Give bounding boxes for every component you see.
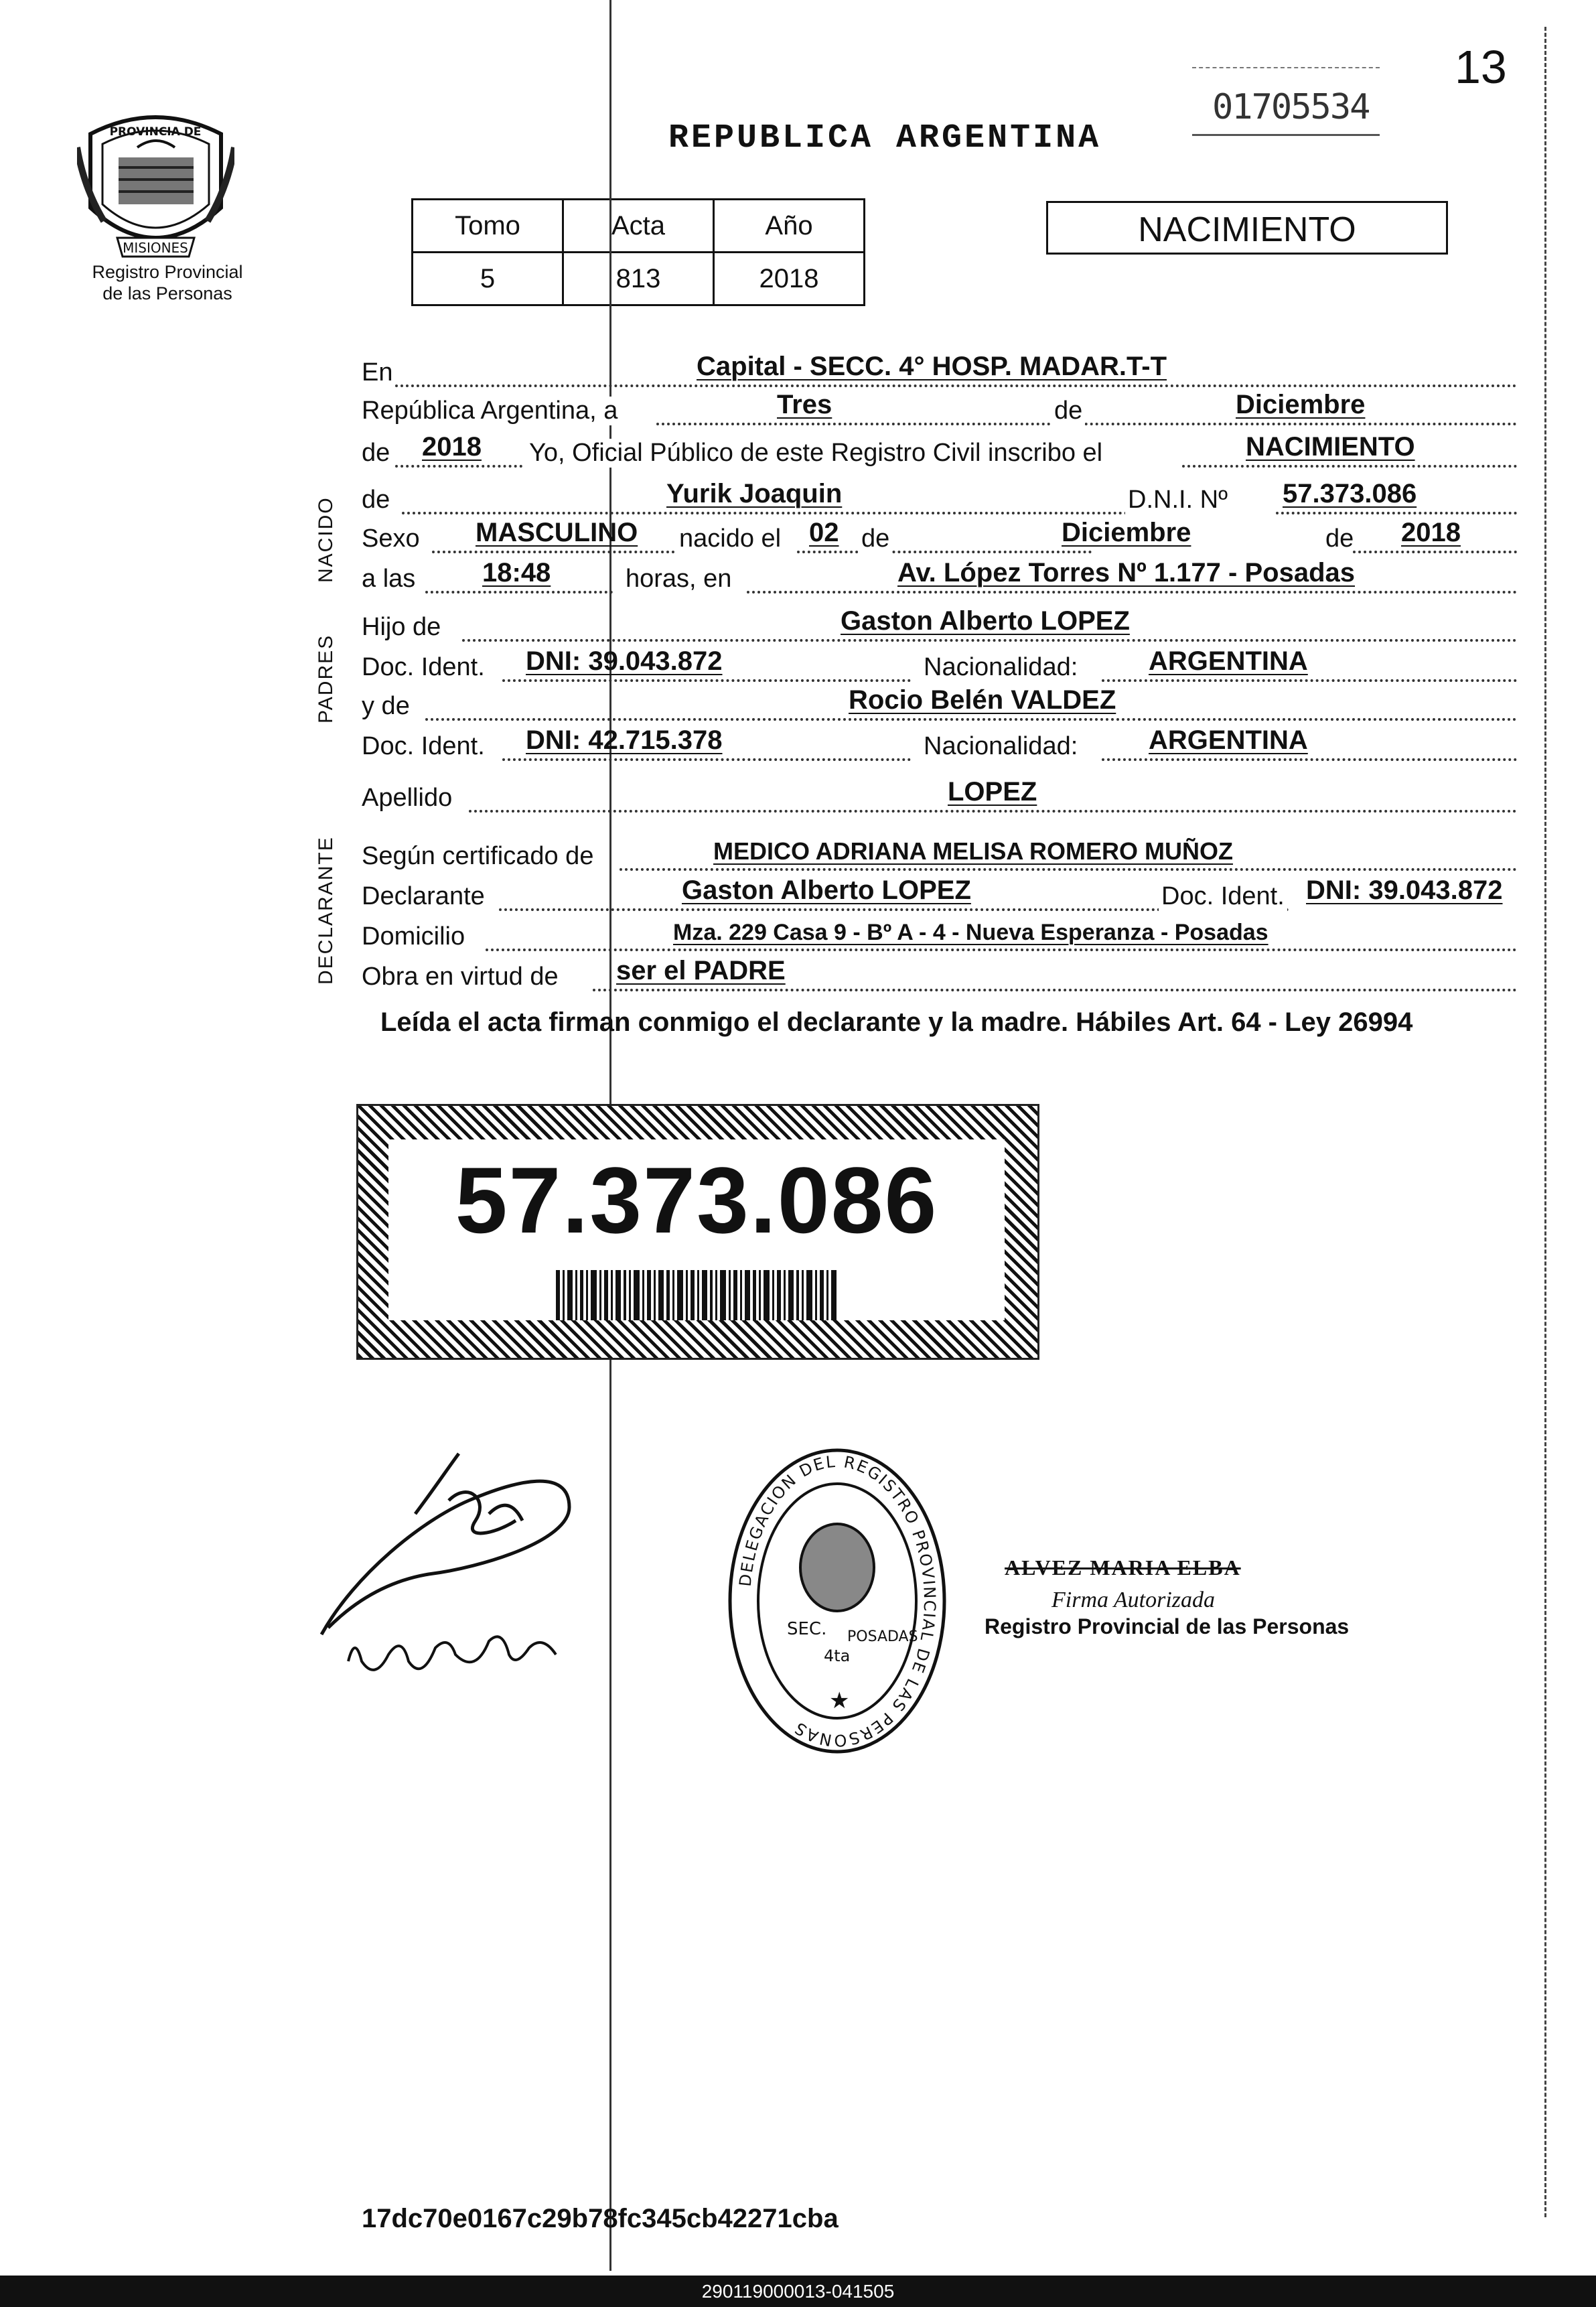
row-year: [362, 429, 1517, 472]
value-declarante-doc: DNI: 39.043.872: [1306, 876, 1503, 905]
side-label-declarante: DECLARANTE: [315, 836, 337, 985]
row-father-doc: [362, 643, 1517, 686]
value-inscribo: NACIMIENTO: [1246, 432, 1415, 462]
misiones-crest-icon: [77, 107, 234, 261]
value-declarante: Gaston Alberto LOPEZ: [682, 876, 971, 905]
row-name: [362, 476, 1517, 518]
label-yde: y de: [362, 692, 413, 721]
value-birth-day: 02: [809, 518, 839, 547]
row-ydé: [362, 682, 1517, 725]
registry-label-line1: Registro Provincial: [92, 262, 243, 282]
registry-label: [67, 261, 268, 304]
label-dni: D.N.I. Nº: [1125, 486, 1230, 514]
authorized-registry: Registro Provincial de las Personas: [985, 1614, 1350, 1638]
page-number: 13: [1455, 41, 1507, 93]
registry-label-line2: de las Personas: [102, 283, 232, 303]
value-domicilio: Mza. 229 Casa 9 - Bº A - 4 - Nueva Esperanza - Posadas: [673, 920, 1268, 945]
seal-inner-right: POSADAS: [847, 1628, 918, 1645]
label-de-birth-year: de: [1323, 525, 1356, 553]
label-doc-mother: Doc. Ident.: [362, 732, 488, 761]
label-domicilio: Domicilio: [362, 922, 467, 951]
label-doc-father: Doc. Ident.: [362, 653, 488, 682]
value-obra: ser el PADRE: [616, 956, 786, 985]
label-alas: a las: [362, 565, 418, 593]
record-header-anio: Año: [714, 200, 865, 253]
oficial-text: Yo, Oficial Público de este Registro Civil inscribo el: [529, 439, 1105, 468]
value-child-name: Yurik Joaquin: [666, 479, 843, 508]
label-nac-father: Nacionalidad:: [921, 653, 1080, 682]
label-sexo: Sexo: [362, 525, 423, 553]
closing-note: Leída el acta firman conmigo el declarante y la madre. Hábiles Art. 64 - Ley 26994: [380, 1007, 1413, 1037]
label-declarante: Declarante: [362, 882, 488, 911]
barcode-number: 57.373.086: [455, 1147, 938, 1253]
country-title: REPUBLICA ARGENTINA: [668, 119, 1102, 157]
document-hash: 17dc70e0167c29b78fc345cb42271cba: [362, 2204, 839, 2233]
value-birth-month: Diciembre: [1062, 518, 1191, 547]
record-type-box: NACIMIENTO: [1046, 201, 1448, 255]
row-hora: [362, 555, 1517, 598]
value-hour: 18:48: [482, 558, 551, 587]
seal-star-icon: ★: [829, 1688, 850, 1714]
declarant-signature-icon: [315, 1440, 596, 1695]
record-header-tomo: Tomo: [413, 200, 563, 253]
row-declarante: [362, 872, 1517, 915]
official-seal-icon: [723, 1440, 951, 1762]
row-sexo: [362, 514, 1517, 557]
label-de-year: de: [362, 439, 392, 468]
value-mother-name: Rocio Belén VALDEZ: [849, 685, 1116, 715]
value-year: 2018: [422, 432, 482, 462]
record-value-anio: 2018: [714, 253, 865, 305]
record-table: [411, 198, 865, 306]
serial-number: 01705534: [1212, 87, 1370, 127]
row-domicilio: [362, 912, 1517, 955]
value-certificado: MEDICO ADRIANA MELISA ROMERO MUÑOZ: [713, 837, 1233, 865]
record-header-acta: Acta: [563, 200, 714, 253]
barcode-inner: [388, 1139, 1005, 1320]
value-father-doc: DNI: 39.043.872: [526, 646, 723, 676]
label-de-month: de: [1051, 397, 1085, 425]
right-margin-line: [1544, 27, 1546, 2217]
label-hijo: Hijo de: [362, 613, 443, 642]
row-en: [362, 348, 1517, 391]
value-apellido: LOPEZ: [948, 777, 1037, 807]
value-day: Tres: [777, 390, 832, 419]
side-label-nacido: NACIDO: [315, 496, 337, 583]
value-birth-year: 2018: [1401, 518, 1461, 547]
label-certificado: Según certificado de: [362, 842, 596, 871]
barcode-icon: [556, 1270, 837, 1320]
dni-barcode-card: [356, 1104, 1039, 1360]
row-hijo: [362, 603, 1517, 646]
value-mother-doc: DNI: 42.715.378: [526, 725, 723, 755]
label-horas: horas, en: [623, 565, 734, 593]
crest-text-top: PROVINCIA DE: [109, 125, 202, 139]
authorized-name: ALVEZ MARIA ELBA: [1005, 1555, 1241, 1580]
label-doc-declarante: Doc. Ident.: [1159, 882, 1287, 911]
row-republica: [362, 387, 1517, 429]
label-en: En: [362, 358, 395, 387]
value-en: Capital - SECC. 4° HOSP. MADAR.T-T: [697, 352, 1167, 381]
value-father-nat: ARGENTINA: [1149, 646, 1308, 676]
authorized-role: Firma Autorizada: [1051, 1588, 1216, 1612]
label-apellido: Apellido: [362, 784, 455, 813]
serial-top-line: [1192, 67, 1380, 68]
row-mother-doc: [362, 722, 1517, 765]
record-value-acta: 813: [563, 253, 714, 305]
seal-inner-left: SEC.: [787, 1619, 827, 1639]
footer-code: 290119000013-041505: [0, 2276, 1596, 2307]
crest-text-bottom: MISIONES: [123, 240, 188, 256]
side-label-padres: PADRES: [315, 634, 337, 723]
value-sexo: MASCULINO: [476, 518, 638, 547]
record-value-tomo: 5: [413, 253, 563, 305]
value-month: Diciembre: [1236, 390, 1366, 419]
value-father-name: Gaston Alberto LOPEZ: [841, 606, 1130, 636]
row-certificado: [362, 832, 1517, 875]
seal-inner-mid: 4ta: [824, 1647, 851, 1665]
value-place: Av. López Torres Nº 1.177 - Posadas: [897, 558, 1355, 587]
label-obra: Obra en virtud de: [362, 963, 561, 991]
label-nacido: nacido el: [676, 525, 784, 553]
serial-underline: [1192, 134, 1380, 136]
row-apellido: [362, 774, 1517, 817]
seal-ring-text: DELEGACION DEL REGISTRO PROVINCIAL DE LAS PERSONAS: [735, 1452, 940, 1750]
value-dni: 57.373.086: [1283, 479, 1417, 508]
label-nac-mother: Nacionalidad:: [921, 732, 1080, 761]
label-name-de: de: [362, 486, 392, 514]
row-obra: [362, 953, 1517, 995]
label-de-birth-month: de: [859, 525, 892, 553]
value-mother-nat: ARGENTINA: [1149, 725, 1308, 755]
label-republica: República Argentina, a: [362, 397, 620, 425]
